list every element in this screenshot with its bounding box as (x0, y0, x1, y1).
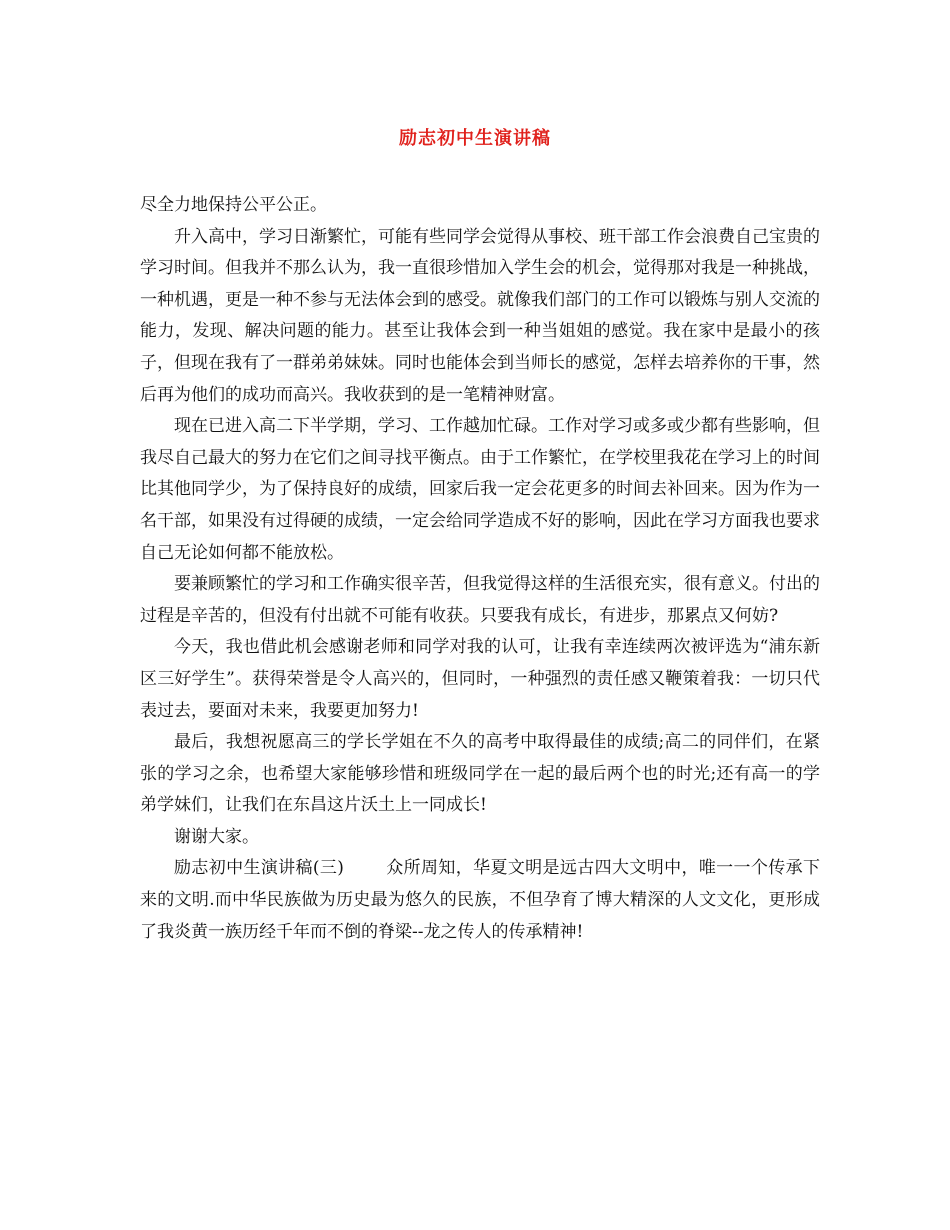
document-title: 励志初中生演讲稿 (399, 128, 551, 149)
paragraph-1: 尽全力地保持公平公正。 (140, 195, 327, 215)
paragraph-8 (140, 853, 820, 948)
document-body (140, 190, 820, 948)
paragraph-2: 升入高中，学习日渐繁忙，可能有些同学会觉得从事校、班干部工作会浪费自己宝贵的学习时间。但我并不那么认为，我一直很珍惜加入学生会的机会，觉得那对我是一种挑战，一种机遇，更是一种不参与无法体会到的感受。就像我们部门的工作可以锻炼与别人交流的能力，发现、解决问题的能力。甚至让我体会到一种当姐姐的感觉。我在家中是最小的孩子，但现在我有了一群弟弟妹妹。同时也能体会到当师长的感觉，怎样去培养你的干事，然后再为他们的成功而高兴。我收获到的是一笔精神财富。 (140, 226, 820, 405)
section-heading: 励志初中生演讲稿(三) (174, 858, 344, 879)
paragraph-7: 谢谢大家。 (174, 826, 259, 847)
paragraph-4: 要兼顾繁忙的学习和工作确实很辛苦，但我觉得这样的生活很充实，很有意义。付出的过程是辛苦的，但没有付出就不可能有收获。只要我有成长，有进步，那累点又何妨? (140, 574, 820, 626)
paragraph-5: 今天，我也借此机会感谢老师和同学对我的认可，让我有幸连续两次被评选为“浦东新区三好学生”。获得荣誉是令人高兴的，但同时，一种强烈的责任感又鞭策着我：一切只代表过去，要面对未来，我要更加努力! (140, 637, 820, 721)
paragraph-6: 最后，我想祝愿高三的学长学姐在不久的高考中取得最佳的成绩;高二的同伴们，在紧张的学习之余，也希望大家能够珍惜和班级同学在一起的最后两个也的时光;还有高一的学弟学妹们，让我们在东昌这片沃土上一同成长! (140, 732, 820, 816)
paragraph-3: 现在已进入高二下半学期，学习、工作越加忙碌。工作对学习或多或少都有些影响，但我尽自己最大的努力在它们之间寻找平衡点。由于工作繁忙，在学校里我花在学习上的时间比其他同学少，为了保持良好的成绩，回家后我一定会花更多的时间去补回来。因为作为一名干部，如果没有过得硬的成绩，一定会给同学造成不好的影响，因此在学习方面我也要求自己无论如何都不能放松。 (140, 416, 820, 563)
section-text: 众所周知，华夏文明是远古四大文明中，唯一一个传承下来的文明.而中华民族做为历史最为悠久的民族，不但孕育了博大精深的人文文化，更形成了我炎黄一族历经千年而不倒的脊梁--龙之传人的传承精神! (140, 858, 821, 942)
